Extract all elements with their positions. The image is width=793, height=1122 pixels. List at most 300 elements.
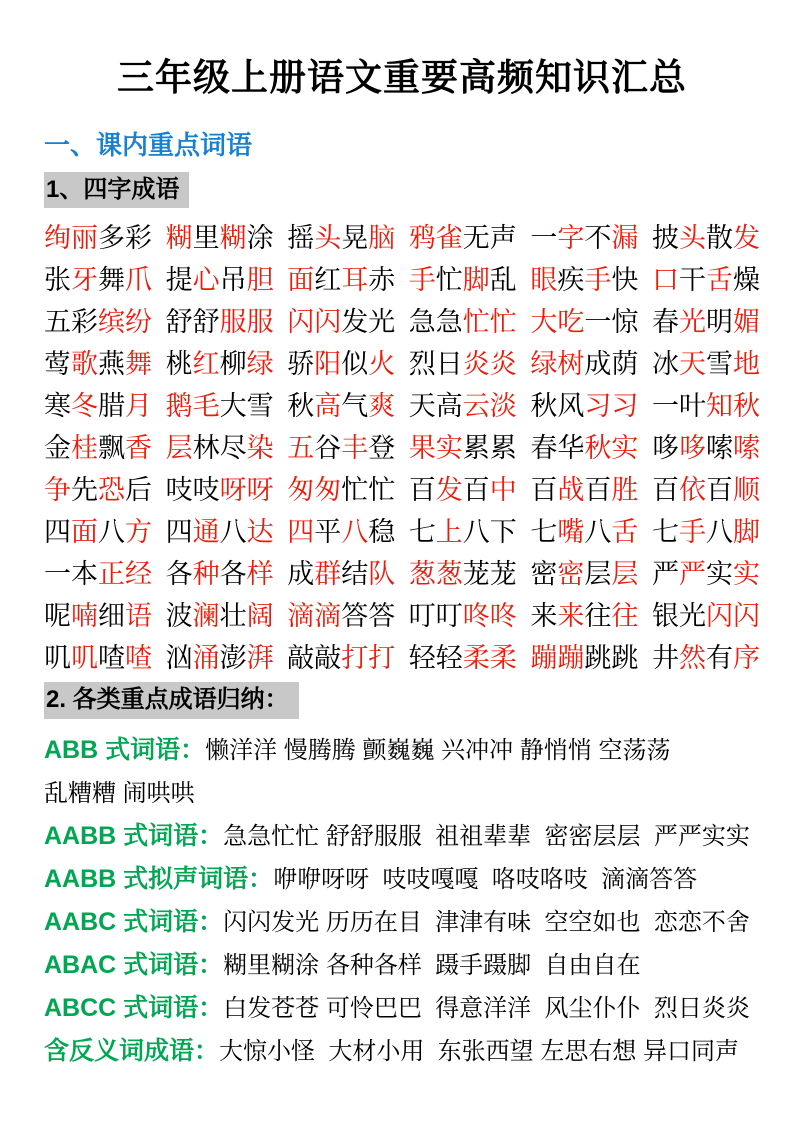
- idiom: [530, 594, 638, 633]
- idiom-char-highlighted: 高: [314, 390, 342, 421]
- idiom-char-highlighted: 面: [287, 264, 315, 295]
- idiom-char: 四: [44, 516, 71, 547]
- idiom-char: 平: [314, 516, 342, 547]
- idiom-char: 百: [705, 474, 733, 505]
- idiom-char: 高: [435, 390, 463, 421]
- idiom-char: 八: [462, 516, 490, 547]
- idiom-char-highlighted: 爽: [368, 390, 396, 421]
- idiom-char: 澎: [219, 642, 247, 673]
- idiom-char: 摇: [287, 222, 315, 253]
- idiom-char-highlighted: 爪: [125, 264, 152, 295]
- idiom-char: 提: [165, 264, 193, 295]
- idiom-char-highlighted: 丰: [341, 432, 369, 463]
- idiom-char: 累: [462, 432, 490, 463]
- idiom: [409, 426, 517, 465]
- category-line: [44, 858, 760, 901]
- idiom: [409, 384, 517, 423]
- idiom-char-highlighted: 绚: [44, 222, 71, 253]
- idiom-char-highlighted: 歌: [71, 348, 98, 379]
- page-title: 三年级上册语文重要高频知识汇总: [117, 57, 687, 98]
- idiom-char-highlighted: 吃: [557, 306, 585, 337]
- category-line: [44, 729, 760, 772]
- idiom-char: 无: [462, 222, 490, 253]
- idiom-char-highlighted: 云: [462, 390, 490, 421]
- idiom-char: 结: [341, 558, 369, 589]
- idiom-char-highlighted: 严: [678, 558, 706, 589]
- idiom-char: 茏: [489, 558, 517, 589]
- category-line: [44, 987, 760, 1030]
- idiom-row: [44, 424, 760, 466]
- category-line: [44, 944, 760, 987]
- idiom-row: [44, 214, 760, 256]
- idiom-char-highlighted: 序: [732, 642, 760, 673]
- idiom-char: 声: [489, 222, 517, 253]
- idiom-char: 惊: [611, 306, 639, 337]
- idiom-char-highlighted: 牙: [71, 264, 98, 295]
- idiom-char-highlighted: 八: [341, 516, 369, 547]
- idiom: [530, 510, 638, 549]
- idiom-row: [44, 256, 760, 298]
- idiom-char-highlighted: 习: [584, 390, 612, 421]
- idiom-char: 晃: [341, 222, 369, 253]
- idiom-char: 跳: [584, 642, 612, 673]
- idiom-char: 七: [651, 516, 679, 547]
- category-label: AABB 式词语：: [44, 822, 224, 851]
- idiom: [44, 258, 152, 297]
- idiom-char-highlighted: 四: [287, 516, 315, 547]
- idiom-char-highlighted: 心: [192, 264, 220, 295]
- idiom-char-highlighted: 胆: [246, 264, 274, 295]
- idiom-row: [44, 382, 760, 424]
- idiom-char: 百: [408, 474, 436, 505]
- idiom-char: 成: [584, 348, 612, 379]
- idiom-char: 汹: [165, 642, 193, 673]
- idiom: [166, 468, 274, 507]
- idiom-char: 不: [584, 222, 612, 253]
- idiom-char-highlighted: 脚: [462, 264, 490, 295]
- idiom-char: 腊: [98, 390, 125, 421]
- idiom-char-highlighted: 发: [435, 474, 463, 505]
- idiom: [530, 426, 638, 465]
- idiom-char-highlighted: 地: [732, 348, 760, 379]
- idiom-char: 天: [408, 390, 436, 421]
- idiom-char-highlighted: 面: [71, 516, 98, 547]
- idiom: [44, 636, 152, 675]
- idiom-char: 茏: [462, 558, 490, 589]
- idiom: [409, 636, 517, 675]
- idiom-char-highlighted: 火: [368, 348, 396, 379]
- idiom-char-highlighted: 往: [611, 600, 639, 631]
- idiom-char: 华: [557, 432, 585, 463]
- idiom-char-highlighted: 然: [678, 642, 706, 673]
- idiom-char: 张: [44, 264, 71, 295]
- idiom: [530, 342, 638, 381]
- idiom-char: 银: [651, 600, 679, 631]
- idiom-char-highlighted: 通: [192, 516, 220, 547]
- idiom-char-highlighted: 恐: [98, 474, 125, 505]
- idiom-char: 秋: [530, 390, 558, 421]
- idiom-char-highlighted: 蹦: [557, 642, 585, 673]
- idiom: [652, 594, 760, 633]
- idiom-char: 发: [341, 306, 369, 337]
- idiom-char-highlighted: 密: [557, 558, 585, 589]
- category-words: 白发苍苍 可怜巴巴 得意洋洋 风尘仆仆 烈日炎炎: [223, 995, 750, 1023]
- idiom-char: 似: [341, 348, 369, 379]
- idiom-char: 登: [368, 432, 396, 463]
- idiom-row: [44, 550, 760, 592]
- category-words: 闪闪发光 历历在目 津津有味 空空如也 恋恋不舍: [223, 909, 750, 937]
- idiom: [530, 216, 638, 255]
- idiom-char-highlighted: 桂: [71, 432, 98, 463]
- category-line: [44, 1030, 760, 1073]
- idiom-char-highlighted: 实: [611, 432, 639, 463]
- idiom-char-highlighted: 战: [557, 474, 585, 505]
- idiom-char: 来: [530, 600, 558, 631]
- idiom-char-highlighted: 闪: [732, 600, 760, 631]
- idiom: [652, 510, 760, 549]
- idiom-char: 飘: [98, 432, 125, 463]
- idiom-char: 稳: [368, 516, 396, 547]
- idiom: [652, 300, 760, 339]
- idiom-char: 雪: [705, 348, 733, 379]
- idiom-char-highlighted: 闪: [705, 600, 733, 631]
- idiom-char-highlighted: 柔: [489, 642, 517, 673]
- idiom-char-highlighted: 闪: [287, 306, 315, 337]
- idiom-char: 有: [705, 642, 733, 673]
- idiom-char-highlighted: 哆: [678, 432, 706, 463]
- idiom-char-highlighted: 知: [705, 390, 733, 421]
- category-label: 含反义词成语：: [44, 1037, 220, 1066]
- idiom-char-highlighted: 来: [557, 600, 585, 631]
- idiom: [44, 468, 152, 507]
- idiom-char: 答: [368, 600, 396, 631]
- idiom-char: 大: [219, 390, 247, 421]
- idiom-char: 里: [192, 222, 220, 253]
- idiom: [166, 552, 274, 591]
- idiom-char-highlighted: 胜: [611, 474, 639, 505]
- idiom: [530, 552, 638, 591]
- idiom-char-highlighted: 服: [219, 306, 247, 337]
- idiom: [652, 384, 760, 423]
- idiom-char-highlighted: 糊: [165, 222, 193, 253]
- idiom-char-highlighted: 绿: [246, 348, 274, 379]
- idiom-char-highlighted: 样: [246, 558, 274, 589]
- idiom-char: 往: [584, 600, 612, 631]
- idiom: [409, 342, 517, 381]
- idiom-grid: [44, 214, 760, 676]
- idiom-char: 叮: [435, 600, 463, 631]
- idiom-char: 彩: [71, 306, 98, 337]
- idiom-char-highlighted: 头: [314, 222, 342, 253]
- idiom-char: 散: [705, 222, 733, 253]
- idiom-char: 尽: [219, 432, 247, 463]
- idiom-char-highlighted: 实: [435, 432, 463, 463]
- idiom-char-highlighted: 糊: [219, 222, 247, 253]
- category-words: 急急忙忙 舒舒服服 祖祖辈辈 密密层层 严严实实: [223, 823, 750, 851]
- idiom-char-highlighted: 雀: [435, 222, 463, 253]
- idiom-char: 光: [368, 306, 396, 337]
- idiom-char-highlighted: 实: [732, 558, 760, 589]
- idiom-char: 柳: [219, 348, 247, 379]
- idiom-char: 乱: [489, 264, 517, 295]
- idiom-char-highlighted: 阔: [246, 600, 274, 631]
- idiom-char-highlighted: 打: [368, 642, 396, 673]
- idiom-char: 烈: [408, 348, 436, 379]
- idiom-char: 四: [165, 516, 193, 547]
- category-list: [44, 729, 760, 1073]
- idiom-row: [44, 340, 760, 382]
- idiom: [652, 426, 760, 465]
- idiom-char: 一: [651, 390, 679, 421]
- idiom-char: 干: [678, 264, 706, 295]
- idiom-char-highlighted: 达: [246, 516, 274, 547]
- idiom: [287, 258, 395, 297]
- idiom-char: 密: [530, 558, 558, 589]
- idiom-char: 燕: [98, 348, 125, 379]
- idiom-char-highlighted: 红: [192, 348, 220, 379]
- idiom: [409, 258, 517, 297]
- idiom-char: 严: [651, 558, 679, 589]
- idiom-char-highlighted: 舌: [611, 516, 639, 547]
- idiom-char: 荫: [611, 348, 639, 379]
- category-line: [44, 901, 760, 944]
- category-label: AABC 式词语：: [44, 908, 224, 937]
- idiom: [652, 342, 760, 381]
- idiom: [287, 216, 395, 255]
- idiom: [530, 468, 638, 507]
- idiom: [44, 300, 152, 339]
- category-label: ABCC 式词语：: [44, 994, 224, 1023]
- idiom-char-highlighted: 层: [165, 432, 193, 463]
- idiom-char-highlighted: 层: [611, 558, 639, 589]
- idiom: [409, 216, 517, 255]
- idiom-char-highlighted: 涌: [192, 642, 220, 673]
- idiom-row: [44, 298, 760, 340]
- idiom-char: 莺: [44, 348, 71, 379]
- idiom-char: 金: [44, 432, 71, 463]
- idiom-char: 谷: [314, 432, 342, 463]
- idiom-char-highlighted: 大: [530, 306, 558, 337]
- idiom-char-highlighted: 口: [651, 264, 679, 295]
- idiom-char: 波: [165, 600, 193, 631]
- idiom-char: 披: [651, 222, 679, 253]
- idiom-char: 多: [98, 222, 125, 253]
- idiom-char-highlighted: 五: [287, 432, 315, 463]
- idiom-char-highlighted: 服: [246, 306, 274, 337]
- idiom: [652, 258, 760, 297]
- idiom-char-highlighted: 月: [125, 390, 152, 421]
- idiom: [530, 636, 638, 675]
- idiom-char: 忙: [368, 474, 396, 505]
- category-line: [44, 772, 760, 815]
- idiom-char: 敲: [314, 642, 342, 673]
- idiom-char: 先: [71, 474, 98, 505]
- idiom-char-highlighted: 正: [98, 558, 125, 589]
- idiom-char-highlighted: 嘴: [557, 516, 585, 547]
- idiom-char-highlighted: 果: [408, 432, 436, 463]
- idiom-char-highlighted: 嗦: [732, 432, 760, 463]
- idiom-char-highlighted: 习: [611, 390, 639, 421]
- idiom-char-highlighted: 群: [314, 558, 342, 589]
- idiom-char: 急: [435, 306, 463, 337]
- idiom-char: 一: [44, 558, 71, 589]
- idiom: [166, 342, 274, 381]
- idiom: [166, 300, 274, 339]
- idiom-char: 舒: [192, 306, 220, 337]
- idiom-char: 喳: [98, 642, 125, 673]
- idiom-char: 百: [530, 474, 558, 505]
- idiom-char: 冰: [651, 348, 679, 379]
- idiom-char: 八: [584, 516, 612, 547]
- idiom-char: 吊: [219, 264, 247, 295]
- idiom-char-highlighted: 滴: [287, 600, 315, 631]
- idiom-char-highlighted: 顺: [732, 474, 760, 505]
- idiom-char-highlighted: 手: [408, 264, 436, 295]
- idiom-char: 桃: [165, 348, 193, 379]
- idiom-char-highlighted: 脚: [732, 516, 760, 547]
- idiom-char-highlighted: 滴: [314, 600, 342, 631]
- idiom-char: 百: [651, 474, 679, 505]
- idiom: [287, 510, 395, 549]
- idiom: [652, 468, 760, 507]
- idiom-char-highlighted: 忙: [462, 306, 490, 337]
- idiom-char-highlighted: 叽: [71, 642, 98, 673]
- idiom: [166, 384, 274, 423]
- idiom: [166, 594, 274, 633]
- idiom: [287, 468, 395, 507]
- idiom-row: [44, 634, 760, 676]
- idiom-char: 轻: [408, 642, 436, 673]
- idiom: [44, 426, 152, 465]
- idiom-char-highlighted: 秋: [584, 432, 612, 463]
- idiom-char-highlighted: 炎: [462, 348, 490, 379]
- idiom: [287, 552, 395, 591]
- idiom: [166, 216, 274, 255]
- idiom-char-highlighted: 葱: [435, 558, 463, 589]
- idiom: [166, 636, 274, 675]
- idiom-char-highlighted: 柔: [462, 642, 490, 673]
- category-words: 大惊小怪 大材小用 东张西望 左思右想 异口同声: [219, 1038, 740, 1066]
- idiom-char-highlighted: 耳: [341, 264, 369, 295]
- idiom: [287, 300, 395, 339]
- idiom-char: 五: [44, 306, 71, 337]
- idiom: [530, 258, 638, 297]
- idiom-char-highlighted: 依: [678, 474, 706, 505]
- idiom-char: 红: [314, 264, 342, 295]
- idiom: [652, 636, 760, 675]
- idiom-char-highlighted: 湃: [246, 642, 274, 673]
- idiom-char: 成: [287, 558, 315, 589]
- idiom-char: 累: [489, 432, 517, 463]
- idiom-char-highlighted: 字: [557, 222, 585, 253]
- idiom: [287, 636, 395, 675]
- idiom-char-highlighted: 语: [125, 600, 152, 631]
- idiom-char: 春: [530, 432, 558, 463]
- idiom-char-highlighted: 头: [678, 222, 706, 253]
- idiom: [652, 552, 760, 591]
- idiom-char-highlighted: 炎: [489, 348, 517, 379]
- idiom-char-highlighted: 匆: [314, 474, 342, 505]
- idiom: [409, 468, 517, 507]
- category-words: 糊里糊涂 各种各样 蹑手蹑脚 自由自在: [223, 952, 641, 980]
- idiom-char: 井: [651, 642, 679, 673]
- idiom-char-highlighted: 咚: [489, 600, 517, 631]
- idiom: [530, 384, 638, 423]
- idiom-char-highlighted: 打: [341, 642, 369, 673]
- idiom-char: 骄: [287, 348, 315, 379]
- idiom-char-highlighted: 葱: [408, 558, 436, 589]
- idiom-char-highlighted: 澜: [192, 600, 220, 631]
- idiom-char-highlighted: 染: [246, 432, 274, 463]
- idiom-char: 叮: [408, 600, 436, 631]
- idiom: [287, 594, 395, 633]
- subsection-idioms-heading: 1、四字成语: [44, 172, 189, 209]
- idiom: [652, 216, 760, 255]
- idiom-row: [44, 466, 760, 508]
- category-words: 乱糟糟 闹哄哄: [44, 780, 195, 808]
- idiom: [44, 384, 152, 423]
- idiom-char: 呢: [44, 600, 71, 631]
- idiom-char-highlighted: 中: [489, 474, 517, 505]
- idiom-char-highlighted: 喃: [71, 600, 98, 631]
- idiom-char: 雪: [246, 390, 274, 421]
- idiom-char: 忙: [435, 264, 463, 295]
- idiom-char: 七: [408, 516, 436, 547]
- idiom-char: 一: [530, 222, 558, 253]
- idiom-char: 快: [611, 264, 639, 295]
- idiom-char: 跳: [611, 642, 639, 673]
- idiom-char: 气: [341, 390, 369, 421]
- idiom-char: 下: [489, 516, 517, 547]
- idiom-char: 明: [705, 306, 733, 337]
- idiom-char-highlighted: 经: [125, 558, 152, 589]
- idiom-char-highlighted: 纷: [125, 306, 152, 337]
- idiom-char-highlighted: 呀: [246, 474, 274, 505]
- idiom-char-highlighted: 争: [44, 474, 71, 505]
- idiom-char-highlighted: 喳: [125, 642, 152, 673]
- idiom-char: 各: [165, 558, 193, 589]
- idiom-char: 轻: [435, 642, 463, 673]
- idiom-char-highlighted: 天: [678, 348, 706, 379]
- idiom-char: 一: [584, 306, 612, 337]
- idiom-char: 舒: [165, 306, 193, 337]
- idiom: [166, 258, 274, 297]
- idiom-char-highlighted: 光: [678, 306, 706, 337]
- idiom: [287, 426, 395, 465]
- idiom-char: 赤: [368, 264, 396, 295]
- idiom-char: 本: [71, 558, 98, 589]
- idiom-char: 彩: [125, 222, 152, 253]
- idiom: [44, 552, 152, 591]
- idiom-char: 秋: [287, 390, 315, 421]
- idiom-row: [44, 592, 760, 634]
- idiom-char-highlighted: 咚: [462, 600, 490, 631]
- idiom-char: 吱: [192, 474, 220, 505]
- idiom-char-highlighted: 手: [584, 264, 612, 295]
- idiom-char-highlighted: 香: [125, 432, 152, 463]
- idiom-char: 风: [557, 390, 585, 421]
- idiom: [44, 510, 152, 549]
- idiom-char: 答: [341, 600, 369, 631]
- idiom-char: 各: [219, 558, 247, 589]
- idiom-char: 八: [705, 516, 733, 547]
- idiom-char: 敲: [287, 642, 315, 673]
- idiom-char: 叶: [678, 390, 706, 421]
- idiom-char-highlighted: 媚: [732, 306, 760, 337]
- idiom-char: 哆: [651, 432, 679, 463]
- idiom-char-highlighted: 淡: [489, 390, 517, 421]
- idiom-char-highlighted: 冬: [71, 390, 98, 421]
